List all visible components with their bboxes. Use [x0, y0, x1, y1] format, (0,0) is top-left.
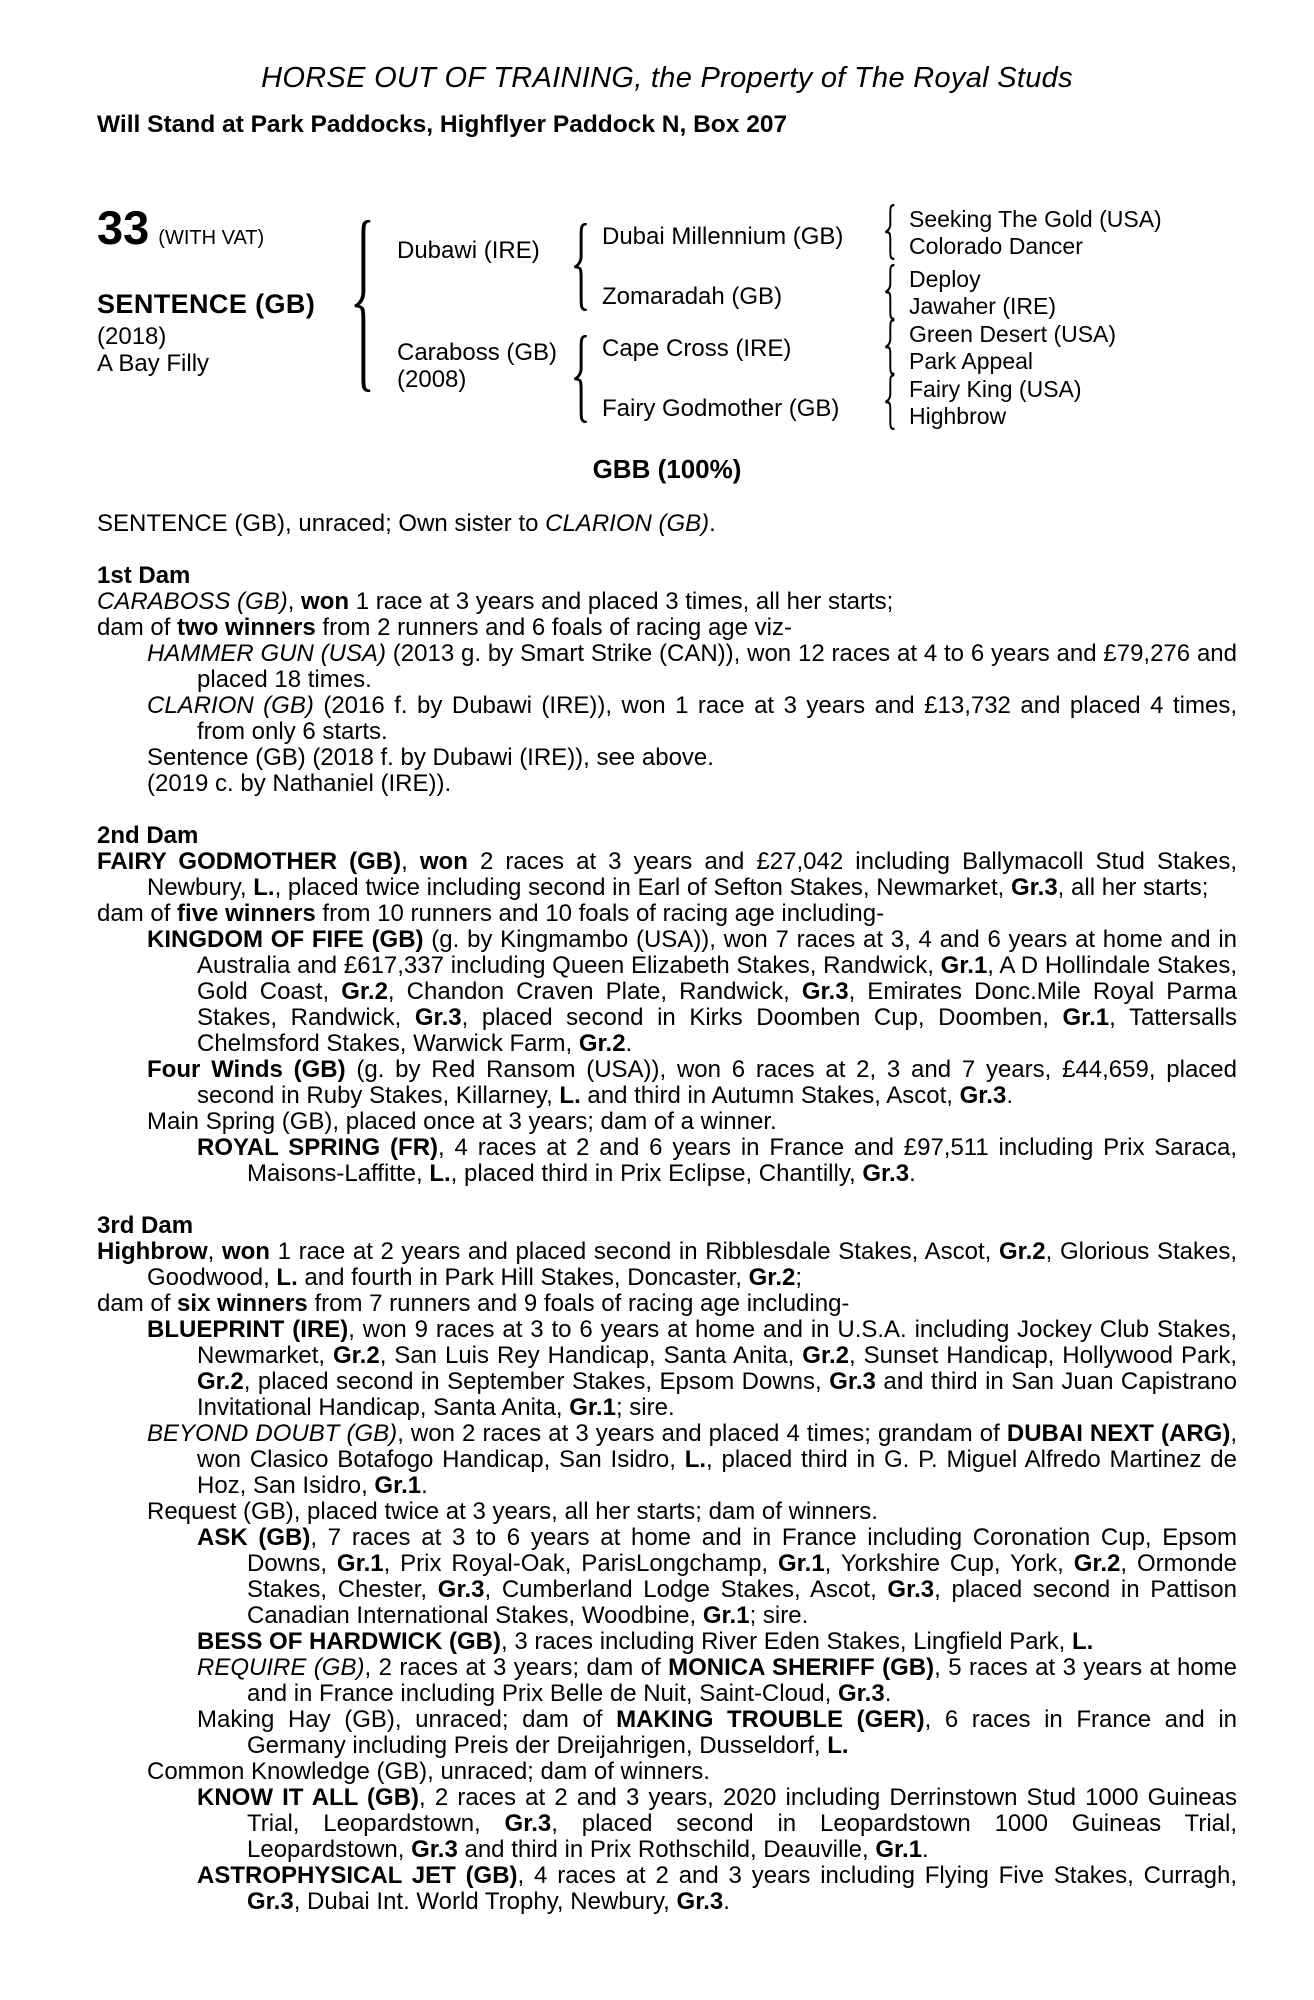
bold-text: BESS OF HARDWICK (GB)	[197, 1628, 501, 1655]
pedigree-text	[97, 511, 1237, 1915]
plain-text: dam of	[97, 900, 178, 927]
bold-text: Gr.3	[1010, 874, 1058, 901]
bold-text: L.	[559, 1082, 581, 1109]
plain-text: , 2 races at 2 and 3 years, 2020 including Derrinstown Stud 1000 Guineas Trial, Leopardstown,	[247, 1784, 1237, 1837]
plain-text: , 7 races at 3 to 6 years at home and in France including Coronation Cup, Epsom Downs,	[247, 1524, 1237, 1577]
bold-text: Gr.1	[940, 952, 988, 979]
plain-text: , placed third in G. P. Miguel Alfredo Martinez de Hoz, San Isidro,	[197, 1446, 1238, 1499]
plain-text: , 3 races including River Eden Stakes, Lingfield Park,	[500, 1628, 1072, 1655]
bold-text: Gr.3	[862, 1160, 910, 1187]
bold-text: L.	[1071, 1628, 1094, 1655]
pedigree-brace-sire-icon	[571, 223, 589, 311]
plain-text: , placed third in Prix Eclipse, Chantilly,	[450, 1160, 863, 1187]
plain-text: .	[922, 1836, 929, 1863]
pedigree-entry	[97, 1239, 1237, 1291]
bold-text: Gr.2	[578, 1030, 626, 1057]
bold-text: Gr.3	[959, 1082, 1007, 1109]
pedigree-entry	[97, 1707, 1237, 1759]
pedigree-entry	[97, 1291, 1237, 1317]
italic-text: REQUIRE (GB)	[197, 1654, 365, 1681]
italic-text: CLARION (GB)	[147, 692, 314, 719]
bold-text: won	[221, 1238, 270, 1265]
bold-text: Gr.1	[374, 1472, 422, 1499]
bold-text: two winners	[177, 614, 316, 641]
great-grandparent: Colorado Dancer	[909, 233, 1083, 259]
page-title: HORSE OUT OF TRAINING, the Property of The Royal Studs	[261, 62, 1073, 94]
pedigree-entry	[97, 1863, 1237, 1915]
section-heading: 2nd Dam	[97, 822, 199, 849]
plain-text: .	[1006, 1082, 1013, 1109]
bold-text: Gr.2	[332, 1342, 380, 1369]
plain-text: .	[421, 1472, 428, 1499]
sire-name: Dubawi (IRE)	[397, 237, 540, 264]
plain-text: , Cumberland Lodge Stakes, Ascot,	[484, 1576, 888, 1603]
dam-section	[97, 823, 1237, 1187]
italic-text: CARABOSS (GB)	[97, 588, 288, 615]
pedigree-entry	[97, 771, 1237, 797]
section-heading: 1st Dam	[97, 562, 191, 589]
bold-text: won	[301, 588, 350, 615]
bold-text: L.	[276, 1264, 298, 1291]
great-grandparent: Seeking The Gold (USA)	[909, 206, 1162, 232]
bold-text: Gr.2	[197, 1368, 244, 1395]
dam-section	[97, 1213, 1237, 1915]
pedigree-brace-dam-icon	[571, 335, 589, 423]
plain-text: , San Luis Rey Handicap, Santa Anita,	[379, 1342, 803, 1369]
pedigree-brace-gp3-icon	[883, 319, 896, 375]
bold-text: L.	[684, 1446, 707, 1473]
bold-text: MONICA SHERIFF (GB)	[668, 1654, 935, 1681]
pedigree-entry	[97, 1655, 1237, 1707]
pedigree-entry	[97, 1785, 1237, 1863]
plain-text: (2019 c. by Nathaniel (IRE)).	[147, 770, 452, 797]
pedigree-entry	[97, 901, 1237, 927]
bold-text: Gr.3	[504, 1810, 552, 1837]
pedigree-brace-gp1-icon	[883, 204, 896, 260]
bold-text: five winners	[177, 900, 316, 927]
lot-number: 33	[97, 201, 150, 254]
stand-location: Will Stand at Park Paddocks, Highflyer Paddock N, Box 207	[97, 111, 788, 138]
plain-text: 1 race at 2 years and placed second in Ribblesdale Stakes, Ascot,	[269, 1238, 999, 1265]
plain-text: ; sire.	[615, 1394, 675, 1421]
plain-text: Sentence (GB) (2018 f. by Dubawi (IRE)), see above.	[147, 744, 714, 771]
pedigree-entry	[97, 1525, 1237, 1629]
plain-text: (2016 f. by Dubawi (IRE)), won 1 race at 3 years and £13,732 and placed 4 times, from only 6 starts.	[197, 692, 1237, 745]
bold-text: ASK (GB)	[197, 1524, 311, 1551]
plain-text: , placed second in Pattison Canadian International Stakes, Woodbine,	[247, 1576, 1238, 1629]
plain-text: , placed second in Leopardstown 1000 Guineas Trial, Leopardstown,	[247, 1810, 1238, 1863]
plain-text: and fourth in Park Hill Stakes, Doncaster,	[297, 1264, 749, 1291]
plain-text: and third in Prix Rothschild, Deauville,	[457, 1836, 876, 1863]
plain-text: , all her starts;	[1057, 874, 1209, 901]
great-grandparent: Jawaher (IRE)	[909, 293, 1056, 319]
bold-text: KNOW IT ALL (GB)	[197, 1784, 420, 1811]
bold-text: Gr.3	[247, 1888, 294, 1915]
bold-text: BLUEPRINT (IRE)	[147, 1316, 349, 1343]
italic-text: CLARION (GB)	[545, 510, 710, 537]
bold-text: Gr.2	[748, 1264, 796, 1291]
pedigree-entry	[97, 1759, 1237, 1785]
bold-text: Gr.3	[437, 1576, 485, 1603]
plain-text: (g. by Kingmambo (USA)), won 7 races at 3, 4 and 6 years at home and in Australia and £617,337 including Queen Elizabeth Stakes, Randwick,	[197, 926, 1238, 979]
great-grandparent: Highbrow	[909, 403, 1007, 429]
plain-text: ,	[207, 1238, 222, 1265]
plain-text: , 4 races at 2 and 6 years in France and £97,511 including Prix Saraca, Maisons-Laffitte,	[247, 1134, 1237, 1187]
plain-text: SENTENCE (GB), unraced; Own sister to	[97, 510, 546, 537]
bold-text: Gr.3	[887, 1576, 935, 1603]
bold-text: Gr.2	[341, 978, 388, 1005]
section-heading: 3rd Dam	[97, 1212, 194, 1239]
plain-text: dam of	[97, 614, 178, 641]
pedigree-entry	[97, 849, 1237, 901]
plain-text: , 6 races in France and in Germany including Preis der Dreijahrigen, Dusseldorf,	[247, 1706, 1237, 1759]
pedigree-entry	[97, 589, 1237, 615]
plain-text: ,	[287, 588, 302, 615]
plain-text: , 5 races at 3 years at home and in France including Prix Belle de Nuit, Saint-Cloud,	[247, 1654, 1238, 1707]
pedigree-entry	[97, 927, 1237, 1057]
great-grandparent: Fairy King (USA)	[909, 376, 1082, 402]
pedigree-entry	[97, 615, 1237, 641]
plain-text: , Emirates Donc.Mile Royal Parma Stakes, Randwick,	[197, 978, 1237, 1031]
plain-text: , 4 races at 2 and 3 years including Flying Five Stakes, Curragh,	[517, 1862, 1237, 1889]
plain-text: ;	[795, 1264, 803, 1291]
bold-text: six winners	[177, 1290, 308, 1317]
pedigree-entry	[97, 745, 1237, 771]
lot-horse-name: SENTENCE (GB)	[97, 289, 316, 319]
bold-text: Gr.2	[802, 1342, 849, 1369]
plain-text: , Glorious Stakes, Goodwood,	[147, 1238, 1237, 1291]
plain-text: , won 9 races at 3 to 6 years at home and in U.S.A. including Jockey Club Stakes, Newmarket,	[197, 1316, 1238, 1369]
grandam-dam: Fairy Godmother (GB)	[602, 395, 840, 422]
pedigree-entry	[97, 1317, 1237, 1421]
plain-text: .	[723, 1888, 730, 1915]
grandsire-dam: Cape Cross (IRE)	[602, 335, 792, 362]
plain-text: , won Clasico Botafogo Handicap, San Isidro,	[197, 1420, 1238, 1473]
bold-text: Gr.1	[875, 1836, 923, 1863]
plain-text: , placed twice including second in Earl of Sefton Stakes, Newmarket,	[274, 874, 1011, 901]
grandam-sire: Zomaradah (GB)	[602, 283, 783, 310]
bold-text: DUBAI NEXT (ARG)	[1006, 1420, 1231, 1447]
bold-text: Gr.3	[801, 978, 849, 1005]
bold-text: ASTROPHYSICAL JET (GB)	[197, 1862, 518, 1889]
plain-text: (g. by Red Ransom (USA)), won 6 races at 2, 3 and 7 years, £44,659, placed second in Ruby Stakes, Killarney,	[197, 1056, 1237, 1109]
plain-text: , Dubai Int. World Trophy, Newbury,	[293, 1888, 677, 1915]
great-grandparent: Green Desert (USA)	[909, 321, 1117, 347]
dam-section	[97, 563, 1237, 797]
pedigree-entry	[97, 511, 1237, 537]
plain-text: (2013 g. by Smart Strike (CAN)), won 12 races at 4 to 6 years and £79,276 and placed 18 times.	[197, 640, 1237, 693]
bold-text: Gr.3	[411, 1836, 458, 1863]
bold-text: Gr.1	[569, 1394, 616, 1421]
pedigree-entry	[97, 641, 1237, 693]
plain-text: ,	[401, 848, 420, 875]
bold-text: Gr.3	[676, 1888, 724, 1915]
plain-text: , Tattersalls Chelmsford Stakes, Warwick Farm,	[197, 1004, 1237, 1057]
bold-text: KINGDOM OF FIFE (GB)	[147, 926, 424, 953]
grandsire-sire: Dubai Millennium (GB)	[602, 223, 844, 250]
plain-text: from 10 runners and 10 foals of racing age including-	[315, 900, 885, 927]
lot-vat-note: (WITH VAT)	[158, 227, 265, 249]
dam-year: (2008)	[397, 366, 467, 393]
bold-text: Gr.2	[998, 1238, 1046, 1265]
plain-text: , won 2 races at 3 years and placed 4 times; grandam of	[397, 1420, 1007, 1447]
plain-text: dam of	[97, 1290, 178, 1317]
bold-text: Gr.1	[777, 1550, 825, 1577]
plain-text: 1 race at 3 years and placed 3 times, all her starts;	[349, 588, 894, 615]
plain-text: from 2 runners and 6 foals of racing age viz-	[315, 614, 792, 641]
bold-text: Highbrow	[97, 1238, 208, 1265]
italic-text: BEYOND DOUBT (GB)	[147, 1420, 398, 1447]
bold-text: Gr.3	[414, 1004, 462, 1031]
plain-text: and third in San Juan Capistrano Invitational Handicap, Santa Anita,	[197, 1368, 1237, 1421]
pedigree-entry	[97, 1057, 1237, 1109]
pedigree-entry	[97, 1109, 1237, 1135]
pedigree-brace-gp4-icon	[883, 374, 896, 430]
pedigree-entry	[97, 1629, 1237, 1655]
plain-text: .	[709, 510, 716, 537]
bold-text: Gr.2	[1073, 1550, 1121, 1577]
italic-text: HAMMER GUN (USA)	[147, 640, 386, 667]
pedigree-entry	[97, 1499, 1237, 1525]
pedigree-tree	[97, 190, 1237, 438]
plain-text: , Sunset Handicap, Hollywood Park,	[848, 1342, 1237, 1369]
plain-text: , placed second in September Stakes, Epsom Downs,	[243, 1368, 830, 1395]
pedigree-entry	[97, 693, 1237, 745]
plain-text: and third in Autumn Stakes, Ascot,	[580, 1082, 960, 1109]
bold-text: FAIRY GODMOTHER (GB)	[97, 848, 402, 875]
plain-text: , 2 races at 3 years; dam of	[364, 1654, 669, 1681]
dam-name: Caraboss (GB)	[397, 339, 558, 366]
great-grandparent: Park Appeal	[909, 348, 1034, 374]
bold-text: L.	[429, 1160, 451, 1187]
bold-text: Gr.1	[1062, 1004, 1110, 1031]
bold-text: Four Winds (GB)	[147, 1056, 346, 1083]
bold-text: Gr.1	[702, 1602, 750, 1629]
plain-text: Request (GB), placed twice at 3 years, all her starts; dam of winners.	[147, 1498, 878, 1525]
bold-text: Gr.3	[837, 1680, 885, 1707]
lot-line	[97, 201, 265, 254]
bold-text: Gr.3	[829, 1368, 876, 1395]
pedigree-brace-gp2-icon	[883, 264, 896, 320]
plain-text: Common Knowledge (GB), unraced; dam of winners.	[147, 1758, 710, 1785]
plain-text: , A D Hollindale Stakes, Gold Coast,	[197, 952, 1237, 1005]
plain-text: , placed second in Kirks Doomben Cup, Doomben,	[461, 1004, 1063, 1031]
plain-text: , Yorkshire Cup, York,	[824, 1550, 1074, 1577]
lot-foaling-year: (2018)	[97, 323, 167, 350]
pedigree-entry	[97, 1135, 1237, 1187]
plain-text: , Ormonde Stakes, Chester,	[247, 1550, 1237, 1603]
plain-text: .	[884, 1680, 892, 1707]
bold-text: ROYAL SPRING (FR)	[197, 1134, 439, 1161]
great-grandparent: Deploy	[909, 266, 981, 292]
plain-text: Making Hay (GB), unraced; dam of	[197, 1706, 617, 1733]
dam-section	[97, 511, 1237, 537]
plain-text: 2 races at 3 years and £27,042 including Ballymacoll Stud Stakes, Newbury,	[147, 848, 1237, 901]
plain-text: , Prix Royal-Oak, ParisLongchamp,	[383, 1550, 778, 1577]
bold-text: Gr.1	[336, 1550, 384, 1577]
pedigree-entry	[97, 1421, 1237, 1499]
gbb-status: GBB (100%)	[592, 454, 742, 484]
plain-text: Main Spring (GB), placed once at 3 years; dam of a winner.	[147, 1108, 777, 1135]
bold-text: L.	[827, 1732, 849, 1759]
bold-text: MAKING TROUBLE (GER)	[616, 1706, 925, 1733]
bold-text: won	[419, 848, 468, 875]
plain-text: ; sire.	[749, 1602, 809, 1629]
lot-description: A Bay Filly	[97, 350, 210, 377]
plain-text: .	[909, 1160, 916, 1187]
plain-text: , Chandon Craven Plate, Randwick,	[387, 978, 802, 1005]
bold-text: L.	[253, 874, 275, 901]
plain-text: from 7 runners and 9 foals of racing age including-	[307, 1290, 850, 1317]
pedigree-brace-main-icon	[351, 220, 373, 392]
plain-text: .	[625, 1030, 633, 1057]
